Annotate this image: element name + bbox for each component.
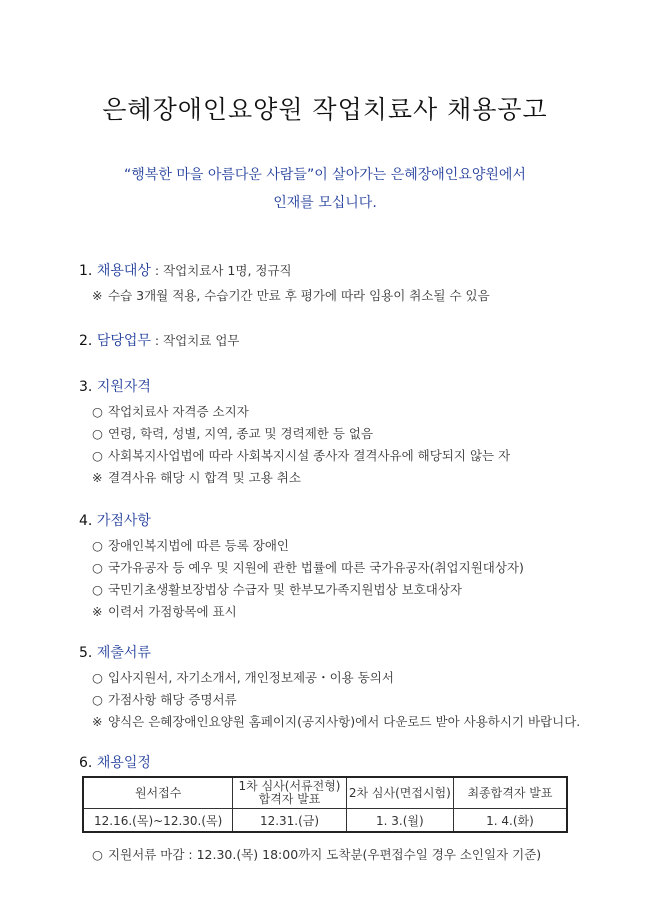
section-4-heading: 4. 가점사항: [79, 513, 151, 529]
schedule-table: [82, 776, 568, 833]
table-header-cell: 최종합격자 발표: [453, 777, 567, 809]
note-mark-icon: ※: [92, 604, 103, 619]
table-header-cell: 2차 심사(면접시험): [346, 777, 453, 809]
section-6-heading: 6. 채용일정: [79, 755, 151, 771]
list-item: ※ 양식은 은혜장애인요양원 홈페이지(공지사항)에서 다운로드 받아 사용하시기 바랍니다.: [92, 714, 581, 729]
circle-bullet-icon: ○: [92, 582, 103, 597]
circle-bullet-icon: ○: [92, 692, 103, 707]
note-mark-icon: ※: [92, 288, 103, 303]
circle-bullet-icon: ○: [92, 448, 103, 463]
list-item: ○ 가점사항 해당 증명서류: [92, 692, 237, 707]
list-item: ○ 입사지원서, 자기소개서, 개인정보제공・이용 동의서: [92, 670, 394, 685]
section-5-heading: 5. 제출서류: [79, 645, 151, 661]
list-item: ※ 수습 3개월 적용, 수습기간 만료 후 평가에 따라 임용이 취소될 수 있음: [92, 288, 490, 303]
table-header-row: [83, 777, 567, 809]
list-item: ○ 작업치료사 자격증 소지자: [92, 404, 249, 419]
circle-bullet-icon: ○: [92, 560, 103, 575]
page-title: 은혜장애인요양원 작업치료사 채용공고: [102, 95, 548, 124]
table-cell: 12.16.(목)~12.30.(목): [83, 809, 233, 833]
note-mark-icon: ※: [92, 714, 103, 729]
list-item: ○ 국가유공자 등 예우 및 지원에 관한 법률에 따른 국가유공자(취업지원대상자): [92, 560, 524, 575]
circle-bullet-icon: ○: [92, 426, 103, 441]
circle-bullet-icon: ○: [92, 847, 103, 862]
table-header-cell: 1차 심사(서류전형) 합격자 발표: [233, 777, 346, 809]
circle-bullet-icon: ○: [92, 404, 103, 419]
circle-bullet-icon: ○: [92, 538, 103, 553]
table-header-cell: 원서접수: [83, 777, 233, 809]
section-1-heading: 1. 채용대상 : 작업치료사 1명, 정규직: [79, 263, 292, 279]
circle-bullet-icon: ○: [92, 670, 103, 685]
section-3-heading: 3. 지원자격: [79, 379, 151, 395]
list-item: ○ 장애인복지법에 따른 등록 장애인: [92, 538, 289, 553]
list-item: ○ 국민기초생활보장법상 수급자 및 한부모가족지원법상 보호대상자: [92, 582, 462, 597]
schedule-note: ○ 지원서류 마감 : 12.30.(목) 18:00까지 도착분(우편접수일 경우 소인일자 기준): [92, 847, 542, 862]
list-item: ○ 연령, 학력, 성별, 지역, 종교 및 경력제한 등 없음: [92, 426, 374, 441]
table-cell: 1. 4.(화): [453, 809, 567, 833]
section-2-heading: 2. 담당업무 : 작업치료 업무: [79, 333, 240, 349]
note-mark-icon: ※: [92, 470, 103, 485]
table-row: [83, 809, 567, 833]
list-item: ○ 사회복지사업법에 따라 사회복지시설 종사자 결격사유에 해당되지 않는 자: [92, 448, 511, 463]
intro-line-2: 인재를 모십니다.: [273, 195, 377, 211]
intro-line-1: “행복한 마을 아름다운 사람들”이 살아가는 은혜장애인요양원에서: [124, 167, 526, 183]
table-cell: 1. 3.(월): [346, 809, 453, 833]
list-item: ※ 결격사유 해당 시 합격 및 고용 취소: [92, 470, 301, 485]
list-item: ※ 이력서 가점항목에 표시: [92, 604, 237, 619]
table-cell: 12.31.(금): [233, 809, 346, 833]
